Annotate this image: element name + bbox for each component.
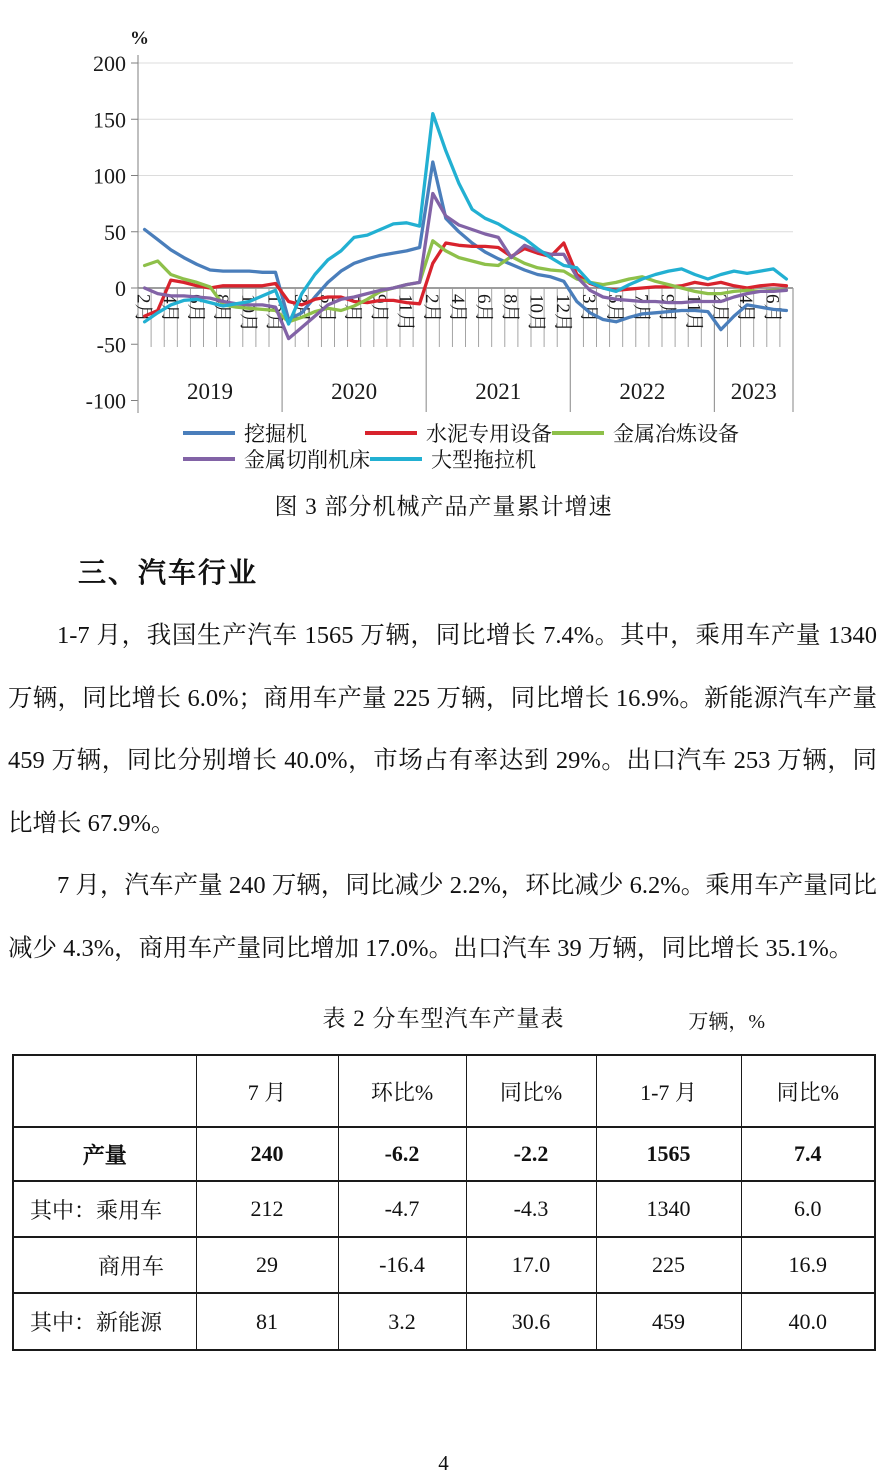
y-axis-unit-label: % xyxy=(130,28,149,49)
x-axis-month-label: 6月 xyxy=(761,294,783,323)
x-axis-month-label: 8月 xyxy=(211,294,233,323)
column-header: 同比% xyxy=(741,1055,875,1127)
legend-line-swatch xyxy=(183,431,235,435)
y-axis-tick-label: 50 xyxy=(104,219,126,245)
row-label: 其中：乘用车 xyxy=(13,1181,196,1237)
x-axis-month-label: 9月 xyxy=(368,294,390,323)
x-axis-month-label: 3月 xyxy=(577,294,599,323)
x-axis-month-label: 3月 xyxy=(289,294,311,323)
table-row xyxy=(13,1181,875,1237)
table-cell: -4.3 xyxy=(466,1181,596,1237)
chart-legend xyxy=(183,420,758,472)
year-label: 2020 xyxy=(331,379,378,404)
x-axis-month-label: 6月 xyxy=(184,294,206,323)
legend-line-swatch xyxy=(552,431,604,435)
row-label: 商用车 xyxy=(13,1237,196,1293)
table-cell: -6.2 xyxy=(338,1127,466,1181)
x-axis-month-label: 4月 xyxy=(158,294,180,323)
table-cell: -16.4 xyxy=(338,1237,466,1293)
y-axis-tick-label: 100 xyxy=(93,163,126,189)
y-axis-tick-label: -50 xyxy=(96,332,126,358)
table-cell: 29 xyxy=(196,1237,338,1293)
x-axis-month-label: 2月 xyxy=(420,294,442,323)
table-cell: 40.0 xyxy=(741,1293,875,1350)
legend-item xyxy=(370,446,552,472)
year-label: 2023 xyxy=(730,379,777,404)
legend-label: 金属切削机床 xyxy=(244,448,370,472)
x-axis-month-label: 4月 xyxy=(446,294,468,323)
row-label: 其中：新能源 xyxy=(13,1293,196,1350)
table-cell: 240 xyxy=(196,1127,338,1181)
column-header xyxy=(13,1055,196,1127)
table-cell: 16.9 xyxy=(741,1237,875,1293)
table-cell: 212 xyxy=(196,1181,338,1237)
table-cell: 3.2 xyxy=(338,1293,466,1350)
table-cell: -4.7 xyxy=(338,1181,466,1237)
x-axis-month-label: 11月 xyxy=(394,294,416,332)
table-row xyxy=(13,1293,875,1350)
table-cell: 81 xyxy=(196,1293,338,1350)
x-axis-month-label: 8月 xyxy=(499,294,521,323)
table-cell: 30.6 xyxy=(466,1293,596,1350)
x-axis-month-label: 5月 xyxy=(604,294,626,323)
x-axis-month-label: 7月 xyxy=(342,294,364,323)
table-cell: 7.4 xyxy=(741,1127,875,1181)
legend-label: 挖掘机 xyxy=(244,422,307,446)
year-label: 2021 xyxy=(475,379,522,404)
year-label: 2022 xyxy=(619,379,666,404)
x-axis-month-label: 10月 xyxy=(237,294,259,333)
x-axis-month-label: 6月 xyxy=(473,294,495,323)
legend-label: 水泥专用设备 xyxy=(426,422,552,446)
x-axis-month-label: 7月 xyxy=(630,294,652,323)
x-axis-month-label: 2月 xyxy=(708,294,730,323)
legend-item xyxy=(183,420,365,446)
table-cell: -2.2 xyxy=(466,1127,596,1181)
table-row xyxy=(13,1127,875,1181)
table-caption-text: 表 2 分车型汽车产量表 xyxy=(322,1006,565,1031)
growth-chart-svg xyxy=(0,0,887,418)
legend-label: 金属冶炼设备 xyxy=(613,422,739,446)
y-axis-tick-label: -100 xyxy=(85,388,126,414)
column-header: 环比% xyxy=(338,1055,466,1127)
x-axis-month-label: 12月 xyxy=(551,294,573,333)
x-axis-month-label: 4月 xyxy=(735,294,757,323)
page-number: 4 xyxy=(438,1451,449,1475)
figure-caption: 图 3 部分机械产品产量累计增速 xyxy=(274,494,613,519)
table-cell: 17.0 xyxy=(466,1237,596,1293)
table-cell: 1565 xyxy=(596,1127,741,1181)
legend-item xyxy=(183,446,370,472)
legend-line-swatch xyxy=(365,431,417,435)
table-cell: 225 xyxy=(596,1237,741,1293)
y-axis-tick-label: 0 xyxy=(115,276,126,301)
x-axis-month-label: 5月 xyxy=(315,294,337,323)
row-label: 产量 xyxy=(13,1127,196,1181)
table-caption xyxy=(0,1000,887,1036)
year-label: 2019 xyxy=(187,379,234,404)
table-cell: 6.0 xyxy=(741,1181,875,1237)
vehicle-production-table xyxy=(12,1054,876,1351)
legend-line-swatch xyxy=(370,457,422,461)
legend-line-swatch xyxy=(183,457,235,461)
column-header: 同比% xyxy=(466,1055,596,1127)
x-axis-month-label: 9月 xyxy=(656,294,678,323)
growth-chart-figure xyxy=(0,0,887,418)
legend-item xyxy=(365,420,552,446)
y-axis-tick-label: 200 xyxy=(93,51,126,76)
legend-label: 大型拖拉机 xyxy=(431,448,536,472)
y-axis-tick-label: 150 xyxy=(93,107,126,133)
table-unit-label: 万辆，% xyxy=(688,1011,765,1033)
body-paragraph-1: 1-7 月，我国生产汽车 1565 万辆，同比增长 7.4%。其中，乘用车产量 1340 万辆，同比增长 6.0%；商用车产量 225 万辆，同比增长 16.9%。新能源汽车产量 459 万辆，同比分别增长 40.0%，市场占有率达到 29%。出口汽车 253 万辆，同比增长 67.9%。 xyxy=(8,622,877,837)
legend-item xyxy=(552,420,739,446)
x-axis-month-label: 12月 xyxy=(263,294,285,333)
body-paragraph-2: 7 月，汽车产量 240 万辆，同比减少 2.2%，环比减少 6.2%。乘用车产量同比减少 4.3%，商用车产量同比增加 17.0%。出口汽车 39 万辆，同比增长 35.1%。 xyxy=(8,872,877,962)
x-axis-month-label: 2月 xyxy=(132,294,154,323)
table-row xyxy=(13,1237,875,1293)
x-axis-month-label: 10月 xyxy=(525,294,547,333)
x-axis-month-label: 11月 xyxy=(682,294,704,332)
table-header-row xyxy=(13,1055,875,1127)
section-heading: 三、汽车行业 xyxy=(78,557,259,588)
column-header: 7 月 xyxy=(196,1055,338,1127)
column-header: 1-7 月 xyxy=(596,1055,741,1127)
table-cell: 1340 xyxy=(596,1181,741,1237)
table-cell: 459 xyxy=(596,1293,741,1350)
